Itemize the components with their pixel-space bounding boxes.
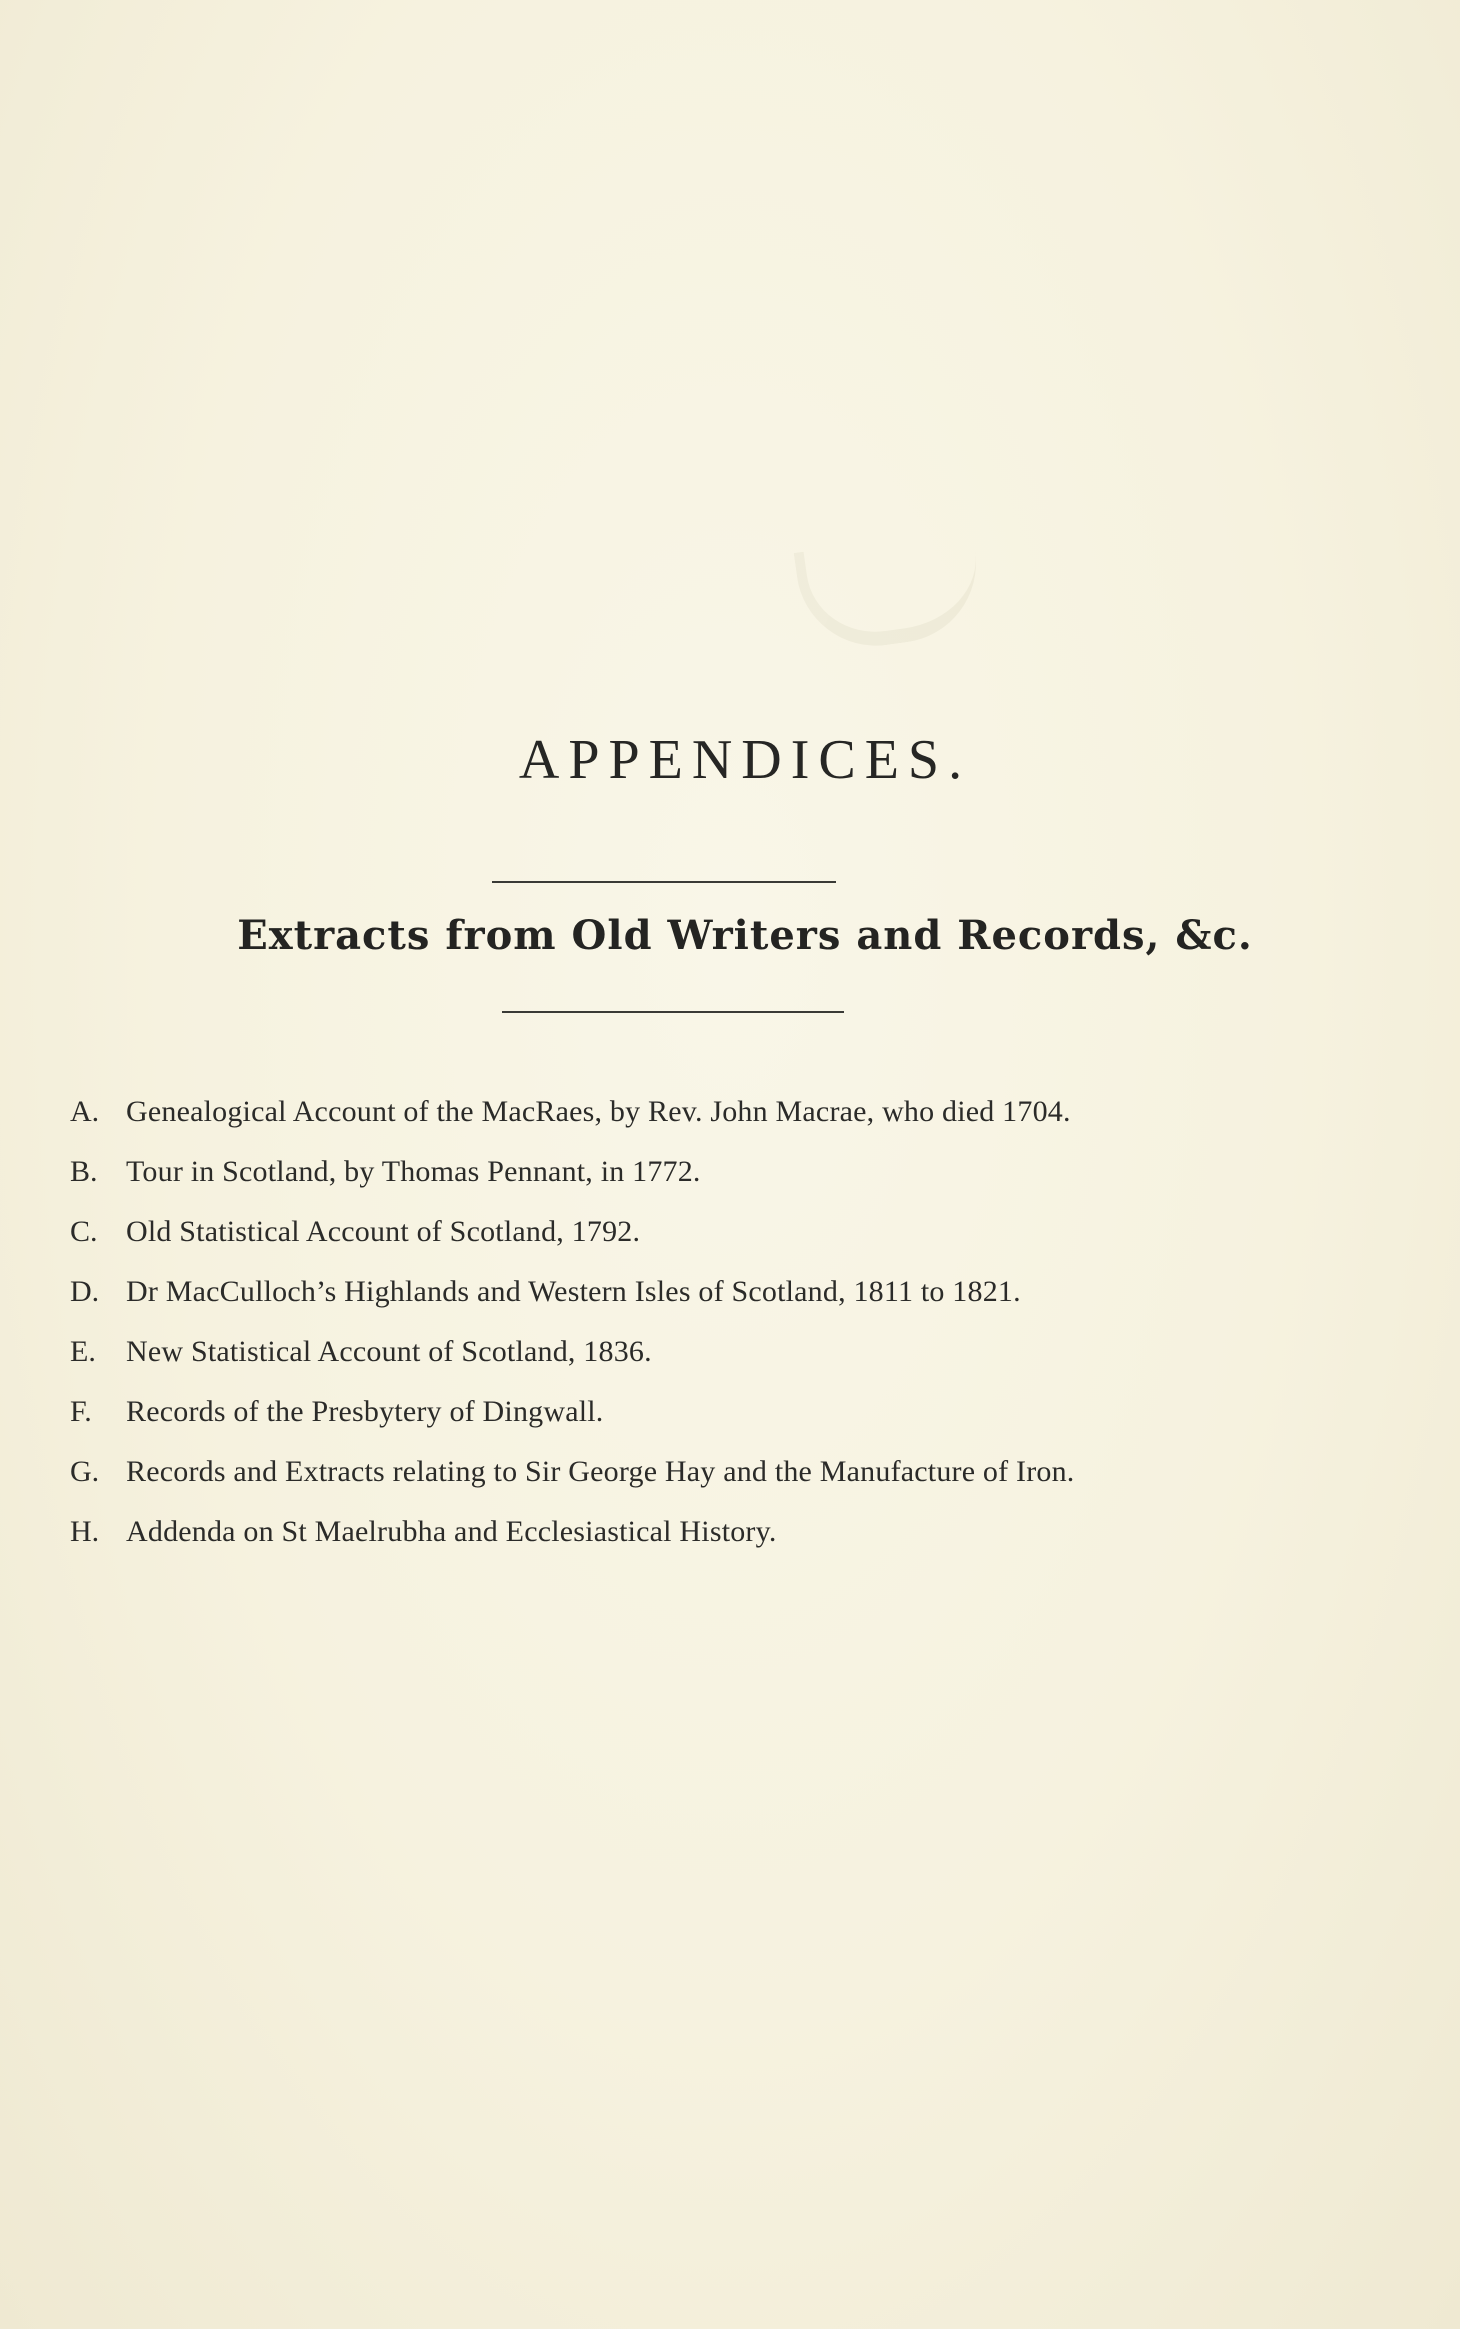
appendix-item-g bbox=[70, 1455, 1370, 1515]
bottom-divider-rule bbox=[502, 1011, 844, 1013]
appendix-letter: H. bbox=[70, 1515, 100, 1548]
appendix-title: Genealogical Account of the MacRaes, by Rev. John Macrae, who died 1704. bbox=[126, 1095, 1071, 1128]
appendix-title: Records of the Presbytery of Dingwall. bbox=[126, 1395, 604, 1428]
appendix-letter: A. bbox=[70, 1095, 100, 1128]
appendix-letter: C. bbox=[70, 1215, 98, 1248]
appendix-item-a bbox=[70, 1095, 1370, 1155]
appendix-title: Old Statistical Account of Scotland, 1792. bbox=[126, 1215, 641, 1248]
appendix-list bbox=[70, 1095, 1370, 1575]
appendix-item-c bbox=[70, 1215, 1370, 1275]
appendix-item-h bbox=[70, 1515, 1370, 1575]
appendix-title: Records and Extracts relating to Sir George Hay and the Manufacture of Iron. bbox=[126, 1455, 1075, 1488]
page-subtitle: Extracts from Old Writers and Records, &c. bbox=[237, 912, 1253, 959]
appendix-title: Addenda on St Maelrubha and Ecclesiastical History. bbox=[126, 1515, 777, 1548]
appendix-letter: E. bbox=[70, 1335, 96, 1368]
appendix-title: Dr MacCulloch’s Highlands and Western Isles of Scotland, 1811 to 1821. bbox=[126, 1275, 1021, 1308]
page-heading: APPENDICES. bbox=[518, 729, 972, 791]
top-divider-rule bbox=[492, 881, 836, 883]
paper-show-through-mark bbox=[794, 528, 987, 656]
appendix-title: New Statistical Account of Scotland, 1836. bbox=[126, 1335, 652, 1368]
appendix-letter: G. bbox=[70, 1455, 100, 1488]
appendix-letter: F. bbox=[70, 1395, 92, 1428]
appendix-letter: B. bbox=[70, 1155, 98, 1188]
appendix-letter: D. bbox=[70, 1275, 100, 1308]
appendix-item-b bbox=[70, 1155, 1370, 1215]
appendix-item-d bbox=[70, 1275, 1370, 1335]
appendix-item-f bbox=[70, 1395, 1370, 1455]
appendix-title: Tour in Scotland, by Thomas Pennant, in 1772. bbox=[126, 1155, 701, 1188]
appendix-item-e bbox=[70, 1335, 1370, 1395]
